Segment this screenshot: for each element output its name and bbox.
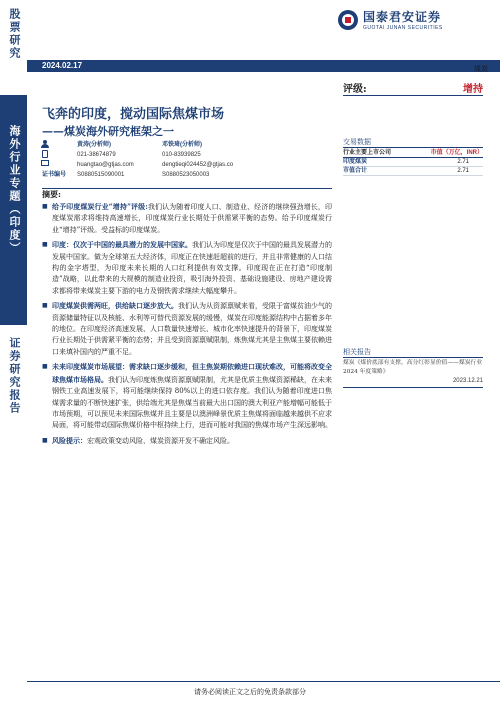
bullet-risk-heading: 风险提示： (52, 435, 87, 445)
bullet-india-heading: 印度：仅次于中国的最具潜力的发展中国家。 (52, 240, 192, 250)
analyst-2-name: 邓铁琦(分析师) (162, 142, 202, 148)
related-reports-divider (343, 357, 483, 358)
bullet-india-text: 我们认为印度是仅次于中国的最具发展潜力的发展中国家。做为全球第五大经济体，印度正在快速赶超前的进行，并且非常健康的人口结构的金字塔型，为印度未来长期的人口红利提供有效支撑。印度现在正在打造“印度制造”战略，以此带来的大规模的制造业投资，吸引海外投资、基础设施建设、房地产建设需求都将带来煤炭主要下游的电力及钢铁需求继续大幅度攀升。 (52, 241, 332, 295)
related-reports-title: 相关报告 (343, 348, 371, 356)
trade-row-value: 2.71 (457, 168, 469, 174)
logo-text (363, 8, 443, 31)
bullet-risk-text: 宏观政策变动风险、煤炭资源开发不确定风险。 (87, 436, 234, 445)
bullet-rating-text: 我们认为随着印度人口、制造业、经济的继续强劲增长，印度煤炭需求将维持高速增长，印度煤炭行业长期处于供需紧平衡的态势。给予印度煤炭行业“增持”评级。受益标的印度煤炭。 (52, 203, 332, 234)
summary-bullets (42, 201, 332, 450)
bullet-rating (42, 201, 332, 236)
related-report-link[interactable]: 煤炭《煤价底部有支撑，高分红彰显价值——煤炭行业 2024 年度策略》 (343, 360, 483, 375)
trade-header-marketcap: 市值（万亿，INR） (430, 150, 483, 156)
analyst-1 (77, 140, 134, 180)
analyst-2-cert: S0880523050003 (162, 172, 210, 178)
bullet-supply-demand (42, 300, 332, 358)
trade-row-name: 市值合计 (343, 168, 368, 174)
bullet-supply-demand-heading: 印度煤炭供需两旺，供给缺口逐步放大。 (52, 301, 178, 311)
table-row (343, 167, 483, 176)
trade-data-divider (343, 147, 483, 148)
phone-icon (42, 150, 48, 158)
footer-divider (27, 681, 500, 682)
trade-row-value: 2.71 (457, 159, 469, 165)
cert-label: 证书编号 (42, 172, 67, 178)
rating-value: 增持 (463, 84, 483, 95)
sidebar-bottom-label: 证券研究报告 (8, 337, 21, 415)
trade-header-company: 行业主要上市公司 (343, 150, 392, 156)
disclaimer-footer: 请务必阅读正文之后的免责条款部分 (194, 688, 306, 696)
trade-data-title: 交易数据 (343, 138, 371, 146)
sidebar-top-label: 股票研究 (8, 8, 21, 60)
sidebar-bottom-block (0, 325, 27, 707)
analyst-2-phone: 010-83939825 (162, 152, 201, 158)
summary-label: 摘要: (42, 189, 61, 199)
analyst-divider (42, 188, 332, 189)
related-reports-bottom-divider (343, 387, 483, 388)
analyst-1-phone: 021-38674879 (77, 152, 116, 158)
rating-label: 评级: (343, 84, 367, 95)
bullet-india (42, 239, 332, 297)
bullet-outlook (42, 361, 332, 431)
sidebar-top-block (0, 0, 27, 60)
analyst-1-name: 黄涛(分析师) (77, 142, 111, 148)
logo-name-cn: 国泰君安证券 (363, 10, 442, 24)
bullet-outlook-text: 我们认为印度炼焦煤资源禀赋限制，尤其是优质主焦煤资源稀缺，在未来钢铁工业高速发展下，将可能继续保持 80%以上的进口依存度。我们认为随着印度进口焦煤需求量的不断快速扩张，供给端尤其是焦煤当前最大出口国的澳大利亚产能增幅可能低于市场预期，可以预见未来国际焦煤并且主要是以澳洲峰景优质主焦煤将面临越来越供不应求局面，将可能带动国际焦煤价格中枢持续上行，进而可能对我国的焦煤市场产生深远影响。 (52, 375, 332, 430)
trade-table-header (343, 149, 483, 158)
analyst-icons (42, 140, 67, 180)
analyst-1-cert: S0880515090001 (77, 172, 125, 178)
table-row (343, 158, 483, 167)
brand-logo (338, 8, 443, 31)
related-report-date: 2023.12.21 (452, 378, 483, 384)
date-bar (27, 60, 500, 72)
logo-icon (338, 10, 358, 30)
trade-row-name: 印度煤炭 (343, 159, 368, 165)
report-date: 2024.02.17 (42, 61, 83, 70)
sidebar-middle-label: 海外行业专题（印度） (8, 125, 21, 255)
analyst-2-email[interactable]: dengtieqi024452@gtjas.co (162, 162, 234, 168)
bullet-risk (42, 435, 332, 447)
mail-icon (41, 160, 49, 166)
bullet-supply-demand-text: 我们认为从资源禀赋来看，受限于富煤贫油少气的资源储量特征以及核能、水利等可替代资源发展的缓慢，煤炭在印度能源结构中占据着多年的地位。在印度经济高速发展、人口数量快速增长、城市化率快速提升的背景下，印度煤炭行业长期处于供需紧平衡的态势；并且受到资源禀赋限制，炼焦煤尤其是主焦煤主要依赖进口来填补国内的严重不足。 (52, 302, 332, 356)
trade-data-table (343, 149, 483, 176)
logo-name-en: GUOTAI JUNAN SECURITIES (363, 25, 443, 31)
analyst-2 (162, 140, 233, 180)
sidebar-middle-block (0, 95, 27, 325)
sidebar (0, 0, 27, 707)
report-subtitle: ——煤炭海外研究框架之一 (42, 125, 174, 138)
bullet-outlook-heading: 未来印度煤炭市场展望：需求缺口逐步缓和，但主焦炭期依赖进口现状难改，可能将改变全球焦煤市场格局。 (52, 362, 332, 384)
sector-tag: 煤炭 (474, 65, 488, 73)
report-title: 飞奔的印度，搅动国际焦煤市场 (42, 107, 225, 122)
person-icon (41, 140, 49, 148)
bullet-rating-heading: 给予印度煤炭行业“增持”评级: (52, 202, 148, 211)
analyst-1-email[interactable]: huangtao@gtjas.com (77, 162, 134, 168)
